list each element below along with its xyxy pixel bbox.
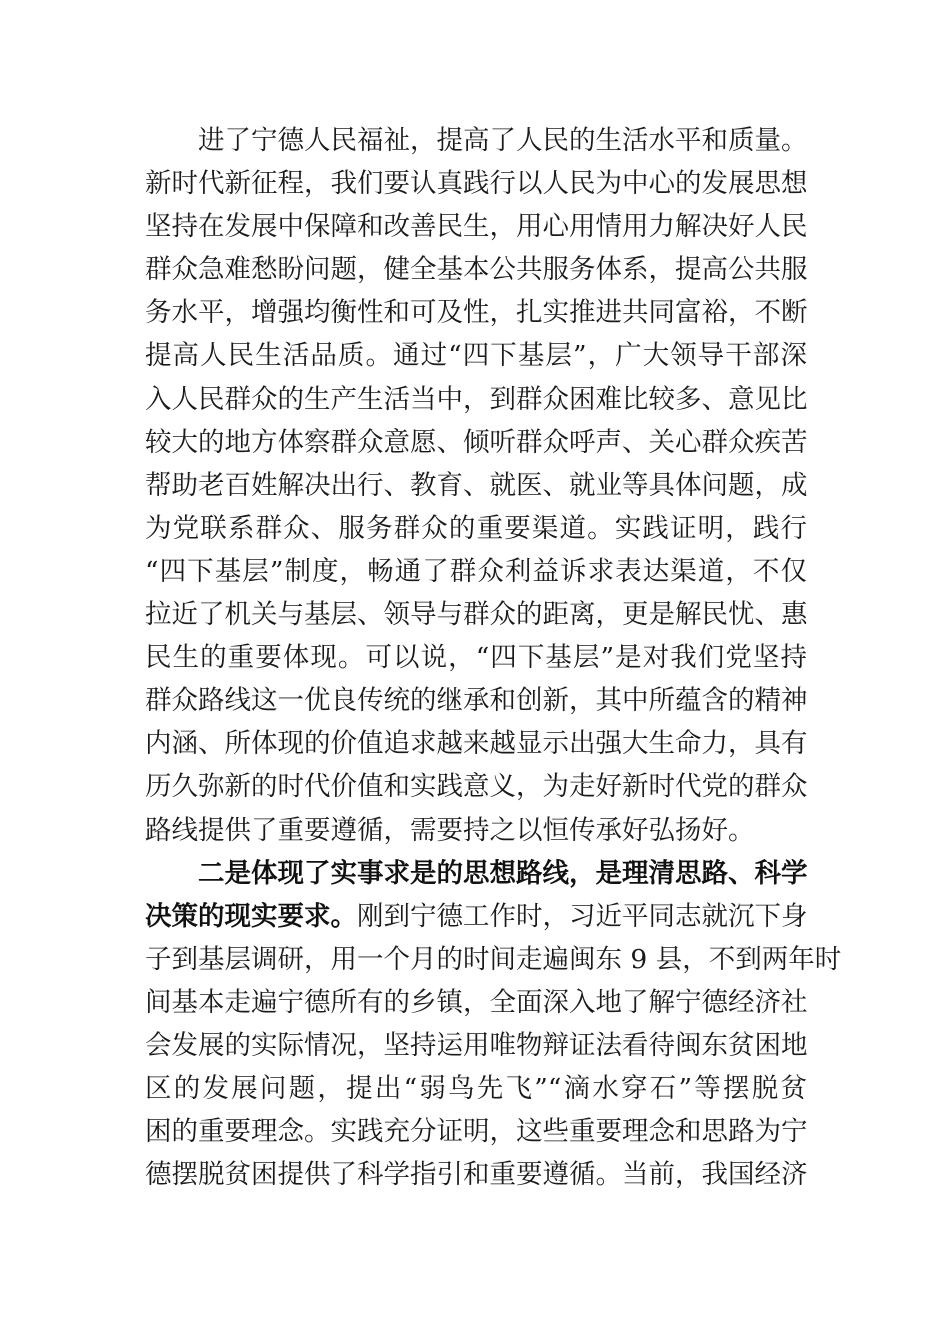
text-line: 路线提供了重要遵循，需要持之以恒传承好弘扬好。: [145, 814, 755, 846]
paragraph-people-livelihood: [145, 119, 807, 852]
text-line-rest: 刚到宁德工作时，习近平同志就沉下身: [357, 900, 808, 932]
text-line: 帮助老百姓解决出行、教育、就医、就业等具体问题，成: [145, 469, 808, 501]
text-line: 历久弥新的时代价值和实践意义，为走好新时代党的群众: [145, 771, 808, 803]
text-line: “四下基层”制度，畅通了群众利益诉求表达渠道，不仅: [145, 555, 807, 587]
section-heading: 二是体现了实事求是的思想路线，是理清思路、科学: [198, 857, 808, 889]
text-line: 拉近了机关与基层、领导与群众的距离，更是解民忧、惠: [145, 599, 808, 631]
section-heading-end: 决策的现实要求。: [145, 900, 357, 932]
text-line: 子到基层调研，用一个月的时间走遍闽东 9 县，不到两年时: [145, 943, 842, 975]
text-line: 困的重要理念。实践充分证明，这些重要理念和思路为宁: [145, 1116, 808, 1148]
text-line: 新时代新征程，我们要认真践行以人民为中心的发展思想: [145, 168, 808, 200]
text-line: 为党联系群众、服务群众的重要渠道。实践证明，践行: [145, 512, 807, 544]
text-line: 入人民群众的生产生活当中，到群众困难比较多、意见比: [145, 383, 808, 415]
text-line: 务水平，增强均衡性和可及性，扎实推进共同富裕，不断: [145, 297, 808, 329]
text-line: 区的发展问题，提出“弱鸟先飞”“滴水穿石”等摆脱贫: [145, 1073, 807, 1105]
text-line: 内涵、所体现的价值追求越来越显示出强大生命力，具有: [145, 728, 808, 760]
text-line: 坚持在发展中保障和改善民生，用心用情用力解决好人民: [145, 211, 808, 243]
document-body: [145, 119, 842, 1196]
text-line: 群众急难愁盼问题，健全基本公共服务体系，提高公共服: [145, 254, 808, 286]
text-line: [145, 895, 807, 938]
text-line: 德摆脱贫困提供了科学指引和重要遵循。当前，我国经济: [145, 1159, 808, 1191]
text-line: 群众路线这一优良传统的继承和创新，其中所蕴含的精神: [145, 685, 808, 717]
text-line: 间基本走遍宁德所有的乡镇，全面深入地了解宁德经济社: [145, 986, 808, 1018]
text-line: 提高人民生活品质。通过“四下基层”，广大领导干部深: [145, 340, 807, 372]
text-line: 会发展的实际情况，坚持运用唯物辩证法看待闽东贫困地: [145, 1029, 808, 1061]
text-line: 较大的地方体察群众意愿、倾听群众呼声、关心群众疾苦: [145, 426, 808, 458]
text-line: 进了宁德人民福祉，提高了人民的生活水平和质量。: [198, 125, 808, 156]
paragraph-seeking-truth: [145, 852, 842, 1197]
text-line: 民生的重要体现。可以说，“四下基层”是对我们党坚持: [145, 642, 807, 674]
